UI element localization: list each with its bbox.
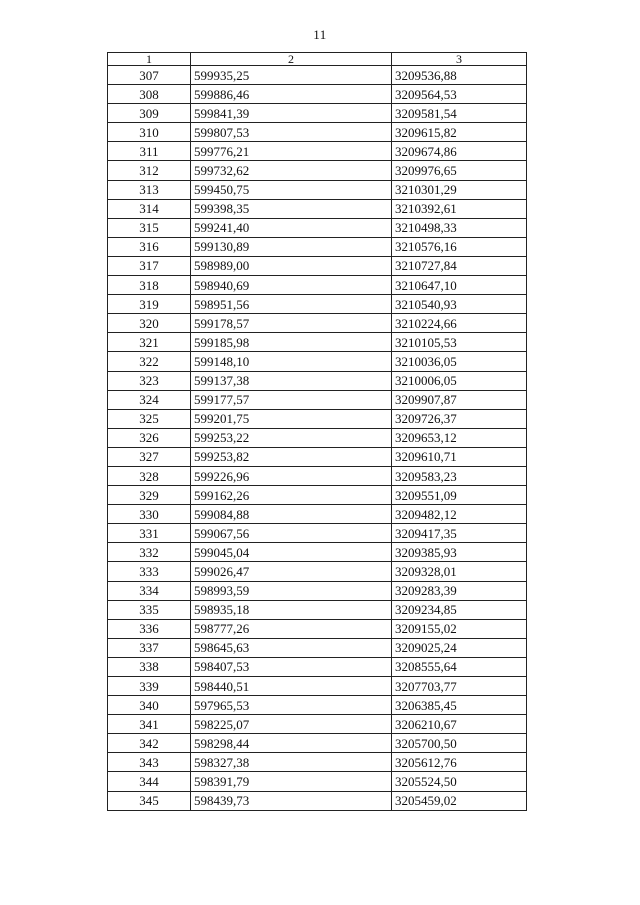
table-row: [108, 791, 527, 810]
table-row: [108, 734, 527, 753]
y-coordinate-cell: 3205459,02: [392, 791, 527, 810]
table-row: [108, 85, 527, 104]
x-coordinate-cell: 599935,25: [191, 66, 392, 85]
table-row: [108, 486, 527, 505]
y-coordinate-cell: 3210727,84: [392, 256, 527, 275]
x-coordinate-cell: 599450,75: [191, 180, 392, 199]
table-row: [108, 619, 527, 638]
y-coordinate-cell: 3209581,54: [392, 104, 527, 123]
table-header: [108, 53, 527, 66]
y-coordinate-cell: 3209328,01: [392, 562, 527, 581]
y-coordinate-cell: 3206385,45: [392, 696, 527, 715]
point-number-cell: 322: [108, 352, 191, 371]
x-coordinate-cell: 598989,00: [191, 256, 392, 275]
point-number-cell: 343: [108, 753, 191, 772]
y-coordinate-cell: 3209653,12: [392, 428, 527, 447]
x-coordinate-cell: 598407,53: [191, 657, 392, 676]
y-coordinate-cell: 3209726,37: [392, 409, 527, 428]
point-number-cell: 312: [108, 161, 191, 180]
y-coordinate-cell: 3209536,88: [392, 66, 527, 85]
y-coordinate-cell: 3207703,77: [392, 677, 527, 696]
x-coordinate-cell: 599178,57: [191, 314, 392, 333]
y-coordinate-cell: 3208555,64: [392, 657, 527, 676]
table-row: [108, 218, 527, 237]
x-coordinate-cell: 599130,89: [191, 237, 392, 256]
table-row: [108, 677, 527, 696]
column-header-2: 2: [191, 53, 392, 66]
point-number-cell: 337: [108, 638, 191, 657]
point-number-cell: 318: [108, 276, 191, 295]
x-coordinate-cell: 598440,51: [191, 677, 392, 696]
x-coordinate-cell: 599226,96: [191, 466, 392, 485]
table-row: [108, 104, 527, 123]
point-number-cell: 328: [108, 466, 191, 485]
table-row: [108, 696, 527, 715]
y-coordinate-cell: 3209234,85: [392, 600, 527, 619]
x-coordinate-cell: 599841,39: [191, 104, 392, 123]
table-row: [108, 123, 527, 142]
point-number-cell: 323: [108, 371, 191, 390]
point-number-cell: 317: [108, 256, 191, 275]
y-coordinate-cell: 3210224,66: [392, 314, 527, 333]
x-coordinate-cell: 599241,40: [191, 218, 392, 237]
y-coordinate-cell: 3209551,09: [392, 486, 527, 505]
point-number-cell: 314: [108, 199, 191, 218]
point-number-cell: 321: [108, 333, 191, 352]
y-coordinate-cell: 3210647,10: [392, 276, 527, 295]
point-number-cell: 309: [108, 104, 191, 123]
y-coordinate-cell: 3210576,16: [392, 237, 527, 256]
y-coordinate-cell: 3210392,61: [392, 199, 527, 218]
table-row: [108, 199, 527, 218]
x-coordinate-cell: 598951,56: [191, 295, 392, 314]
table-row: [108, 409, 527, 428]
point-number-cell: 308: [108, 85, 191, 104]
y-coordinate-cell: 3205700,50: [392, 734, 527, 753]
x-coordinate-cell: 599137,38: [191, 371, 392, 390]
x-coordinate-cell: 598777,26: [191, 619, 392, 638]
table-body: [108, 66, 527, 811]
point-number-cell: 313: [108, 180, 191, 199]
x-coordinate-cell: 598940,69: [191, 276, 392, 295]
point-number-cell: 341: [108, 715, 191, 734]
x-coordinate-cell: 597965,53: [191, 696, 392, 715]
coordinates-table: [107, 52, 527, 811]
column-header-1: 1: [108, 53, 191, 66]
point-number-cell: 327: [108, 447, 191, 466]
x-coordinate-cell: 598327,38: [191, 753, 392, 772]
point-number-cell: 330: [108, 505, 191, 524]
y-coordinate-cell: 3209564,53: [392, 85, 527, 104]
y-coordinate-cell: 3210105,53: [392, 333, 527, 352]
table-row: [108, 600, 527, 619]
y-coordinate-cell: 3209907,87: [392, 390, 527, 409]
y-coordinate-cell: 3209025,24: [392, 638, 527, 657]
x-coordinate-cell: 598439,73: [191, 791, 392, 810]
y-coordinate-cell: 3209417,35: [392, 524, 527, 543]
x-coordinate-cell: 598993,59: [191, 581, 392, 600]
point-number-cell: 339: [108, 677, 191, 696]
point-number-cell: 345: [108, 791, 191, 810]
table-row: [108, 390, 527, 409]
table-row: [108, 256, 527, 275]
y-coordinate-cell: 3205524,50: [392, 772, 527, 791]
table-row: [108, 352, 527, 371]
x-coordinate-cell: 599253,82: [191, 447, 392, 466]
x-coordinate-cell: 598645,63: [191, 638, 392, 657]
y-coordinate-cell: 3210540,93: [392, 295, 527, 314]
x-coordinate-cell: 599084,88: [191, 505, 392, 524]
x-coordinate-cell: 598935,18: [191, 600, 392, 619]
header-row: [108, 53, 527, 66]
point-number-cell: 331: [108, 524, 191, 543]
y-coordinate-cell: 3210301,29: [392, 180, 527, 199]
point-number-cell: 329: [108, 486, 191, 505]
point-number-cell: 342: [108, 734, 191, 753]
table-row: [108, 466, 527, 485]
x-coordinate-cell: 599807,53: [191, 123, 392, 142]
table-row: [108, 295, 527, 314]
column-header-3: 3: [392, 53, 527, 66]
x-coordinate-cell: 599177,57: [191, 390, 392, 409]
y-coordinate-cell: 3209615,82: [392, 123, 527, 142]
point-number-cell: 311: [108, 142, 191, 161]
point-number-cell: 325: [108, 409, 191, 428]
point-number-cell: 336: [108, 619, 191, 638]
table-row: [108, 371, 527, 390]
point-number-cell: 319: [108, 295, 191, 314]
point-number-cell: 316: [108, 237, 191, 256]
x-coordinate-cell: 599148,10: [191, 352, 392, 371]
x-coordinate-cell: 599026,47: [191, 562, 392, 581]
table-row: [108, 314, 527, 333]
x-coordinate-cell: 599776,21: [191, 142, 392, 161]
table-row: [108, 66, 527, 85]
y-coordinate-cell: 3206210,67: [392, 715, 527, 734]
y-coordinate-cell: 3209155,02: [392, 619, 527, 638]
x-coordinate-cell: 599732,62: [191, 161, 392, 180]
table-row: [108, 524, 527, 543]
y-coordinate-cell: 3209610,71: [392, 447, 527, 466]
x-coordinate-cell: 599045,04: [191, 543, 392, 562]
x-coordinate-cell: 598391,79: [191, 772, 392, 791]
y-coordinate-cell: 3209482,12: [392, 505, 527, 524]
x-coordinate-cell: 599185,98: [191, 333, 392, 352]
table-row: [108, 753, 527, 772]
y-coordinate-cell: 3210006,05: [392, 371, 527, 390]
table-row: [108, 562, 527, 581]
y-coordinate-cell: 3209674,86: [392, 142, 527, 161]
point-number-cell: 315: [108, 218, 191, 237]
x-coordinate-cell: 599398,35: [191, 199, 392, 218]
y-coordinate-cell: 3209283,39: [392, 581, 527, 600]
table-row: [108, 543, 527, 562]
point-number-cell: 334: [108, 581, 191, 600]
x-coordinate-cell: 598298,44: [191, 734, 392, 753]
table-row: [108, 333, 527, 352]
point-number-cell: 307: [108, 66, 191, 85]
table-row: [108, 447, 527, 466]
x-coordinate-cell: 599067,56: [191, 524, 392, 543]
table-row: [108, 237, 527, 256]
point-number-cell: 326: [108, 428, 191, 447]
point-number-cell: 338: [108, 657, 191, 676]
table-row: [108, 772, 527, 791]
table-row: [108, 581, 527, 600]
point-number-cell: 320: [108, 314, 191, 333]
point-number-cell: 333: [108, 562, 191, 581]
y-coordinate-cell: 3209583,23: [392, 466, 527, 485]
x-coordinate-cell: 599201,75: [191, 409, 392, 428]
point-number-cell: 324: [108, 390, 191, 409]
point-number-cell: 340: [108, 696, 191, 715]
page-number: 11: [313, 27, 327, 42]
y-coordinate-cell: 3210036,05: [392, 352, 527, 371]
x-coordinate-cell: 598225,07: [191, 715, 392, 734]
table-row: [108, 428, 527, 447]
table-row: [108, 276, 527, 295]
table-row: [108, 505, 527, 524]
point-number-cell: 332: [108, 543, 191, 562]
point-number-cell: 335: [108, 600, 191, 619]
y-coordinate-cell: 3209976,65: [392, 161, 527, 180]
table-row: [108, 142, 527, 161]
y-coordinate-cell: 3210498,33: [392, 218, 527, 237]
x-coordinate-cell: 599253,22: [191, 428, 392, 447]
point-number-cell: 344: [108, 772, 191, 791]
y-coordinate-cell: 3205612,76: [392, 753, 527, 772]
table-row: [108, 715, 527, 734]
table-row: [108, 638, 527, 657]
point-number-cell: 310: [108, 123, 191, 142]
x-coordinate-cell: 599162,26: [191, 486, 392, 505]
x-coordinate-cell: 599886,46: [191, 85, 392, 104]
table-row: [108, 180, 527, 199]
y-coordinate-cell: 3209385,93: [392, 543, 527, 562]
table-row: [108, 657, 527, 676]
table-row: [108, 161, 527, 180]
